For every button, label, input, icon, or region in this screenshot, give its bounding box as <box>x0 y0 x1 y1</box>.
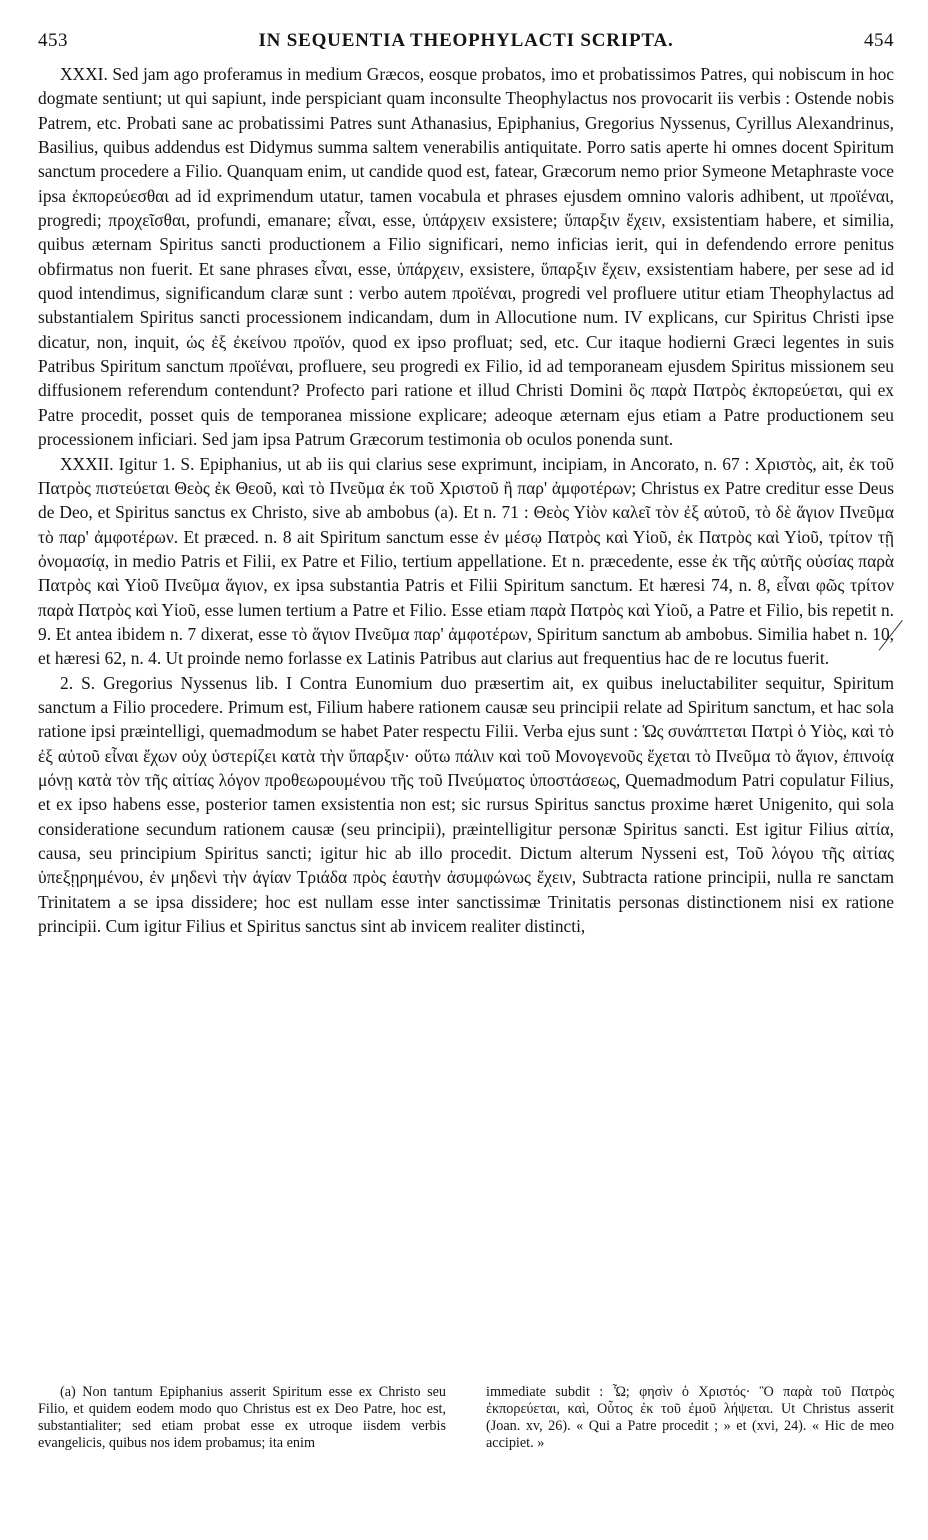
page-number-right: 454 <box>864 30 894 51</box>
running-title: IN SEQUENTIA THEOPHYLACTI SCRIPTA. <box>258 30 674 51</box>
paragraph-xxxi: XXXI. Sed jam ago proferamus in medium Græcos, eosque probatos, imo et probatissimos Patres, qui nobiscum in hoc dogmate sentiunt; ut qui sapiunt, inde perspiciant quam inconsulte Theophylactus nos provocarit iis verbis : Ostende nobis Patrem, etc. Probati sane ac probatissimi Patres sunt Athanasius, Epiphanius, Gregorius Nyssenus, Cyrillus Alexandrinus, Basilius, quibus addendus est Didymus summa saltem venerabilis antiquitate. Porro satis aperte hi omnes docent Spiritum sanctum procedere a Filio. Quanquam enim, ut candide quod est, fatear, Græcorum nemo prior Symeone Metaphraste voce ipsa ἐκπορεύεσθαι ad id exprimendum utatur, tamen vocabula et phrases ejusdem omnino valoris adhibent, ut προϊέναι, progredi; προχεῖσθαι, profundi, emanare; εἶναι, esse, ὑπάρχειν exsistere; ὕπαρξιν ἔχειν, exsistentiam habere, et similia, quibus æternam Spiritus sancti productionem a Filio significari, nemo inficias ierit, qui in defendendo errore penitus obfirmatus non fuerit. Et sane phrases εἶναι, esse, ὑπάρχειν, exsistere, ὕπαρξιν ἔχειν, exsistentiam habere, per sese ad id quod intendimus, significandum claræ sunt : verbo autem προϊέναι, progredi vel profluere utitur etiam Theophylactus ad substantialem Spiritus sancti processionem indicandam, dum in Allocutione num. IV explicans, cur Spiritus Christi ipse dicatur, non, inquit, ὡς ἐξ ἐκείνου προϊόν, quod ex ipso profluat; sed, etc. Cur itaque hodierni Græci legentes in suis Patribus Spiritum sanctum προϊέναι, profluere, seu progredi ex Filio, id ad temporaneam ejusdem Spiritus missionem seu diffusionem referendum contendunt? Profecto pari ratione et illud Christi Domini ὃς παρὰ Πατρὸς ἐκπορεύεται, qui ex Patre procedit, posset quis de temporanea missione explicare; adeoque æternam ejus etiam a Patre productionem seu processionem inficiari. Sed jam ipsa Patrum Græcorum testimonia ob oculos ponenda sunt. <box>38 64 895 450</box>
paragraph-xxxii: XXXII. Igitur 1. S. Epiphanius, ut ab iis qui clarius sese exprimunt, incipiam, in Ancorato, n. 67 : Χριστὸς, ait, ἐκ τοῦ Πατρὸς πιστεύεται Θεὸς ἐκ Θεοῦ, καὶ τὸ Πνεῦμα ἐκ τοῦ Χριστοῦ ἢ παρ' ἀμφοτέρων; Christus ex Patre creditur esse Deus de Deo, et Spiritus sanctus ex Christo, sive ab ambobus (a). Et n. 71 : Θεὸς Υἱὸν καλεῖ τὸν ἐξ αὐτοῦ, τὸ δὲ ἅγιον Πνεῦμα τὸ παρ' ἀμφοτέρων. Et præced. n. 8 ait Spiritum sanctum esse ἐν μέσῳ Πατρὸς καὶ Υἱοῦ, ἐκ Πατρὸς καὶ Υἱοῦ, τρίτον τῇ ὀνομασίᾳ, in medio Patris et Filii, ex Patre et Filio, tertium appellatione. Et n. præcedente, esse ἐκ τῆς αὐτῆς οὐσίας παρὰ Πατρὸς καὶ Υἱοῦ Πνεῦμα ἅγιον, ex ipsa substantia Patris et Filii Spiritum sanctum. Et hæresi 74, n. 8, εἶναι φῶς τρίτον παρὰ Πατρὸς καὶ Υἱοῦ, esse lumen tertium a Patre et Filio. Esse etiam παρὰ Πατρὸς καὶ Υἱοῦ, a Patre et Filio, bis repetit n. 9. Et antea ibidem n. 7 dixerat, esse τὸ ἅγιον Πνεῦμα παρ' ἀμφοτέρων, Spiritum sanctum ab ambobus. Similia habet n. 10, et hæresi 62, n. 4. Ut proinde nemo forlasse ex Latinis Patribus aut clarius aut frequentius hac de re locutus fuerit. <box>38 453 894 669</box>
paragraph-2: 2. S. Gregorius Nyssenus lib. I Contra Eunomium duo præsertim ait, ex quibus ineluctabiliter sequitur, Spiritum sanctum a Filio procedere. Primum est, Filium habere rationem causæ seu principii relate ad Spiritum sanctum, et hac sola ratione ipsi præintelligi, quemadmodum se habet Pater respectu Filii. Verba ejus sunt : Ὡς συνάπτεται Πατρὶ ὁ Υἱὸς, καὶ τὸ ἐξ αὐτοῦ εἶναι ἔχων οὐχ ὑστερίζει κατὰ τὴν ὕπαρξιν· οὕτω πάλιν καὶ τοῦ Μονογενοῦς ἔχεται τὸ Πνεῦμα τὸ ἅγιον, ἐπινοίᾳ μόνῃ κατὰ τὸν τῆς αἰτίας λόγον προθεωρουμένου τῆς τοῦ Πνεύματος ὑποστάσεως, Quemadmodum Patri copulatur Filius, et ex ipso habens esse, posterior tamen exsistentia non est; sic rursus Spiritus sanctus proxime hæret Unigenito, qui sola consideratione secundum rationem causæ (seu principii), præintelligitur personæ Spiritus sancti. Est igitur Filius αἰτία, causa, seu principium Spiritus sancti; igitur hic ab illo procedit. Dictum alterum Nysseni est, Τοῦ λόγου τῆς αἰτίας ὑπεξῃρημένου, ἐν μηδενὶ τὴν ἁγίαν Τριάδα πρὸς ἑαυτὴν ἀσυμφώνως ἔχειν, Subtracta ratione principii, nulla re sanctam Trinitatem a se ipsa dissidere; hoc est nullam esse inter sanctissimæ Trinitatis personas distinctionem nisi ex ratione principii. Cum igitur Filius et Spiritus sanctus sint ab invicem realiter distincti, <box>38 672 894 937</box>
footnotes <box>38 1384 894 1452</box>
footnote-a: (a) Non tantum Epiphanius asserit Spiritum esse ex Christo seu Filio, et quidem eodem modo quo Christus est ex Deo Patre, hoc est, substantialiter; sed etiam probat esse ex utroque iisdem verbis evangelicis, quibus nos idem probamus; ita enim <box>38 1384 446 1451</box>
running-header <box>38 30 894 56</box>
page-number-left: 453 <box>38 30 68 51</box>
footnote-a-continued: immediate subdit : Ὦ; φησὶν ὁ Χριστός· Ὃ παρὰ τοῦ Πατρὸς ἐκπορεύεται, καὶ, Οὗτος ἐκ τοῦ ἐμοῦ λήψεται. Ut Christus asserit (Joan. xv, 26). « Qui a Patre procedit ; » et (xvi, 24). « Hic de meo accipiet. » <box>486 1384 894 1451</box>
main-text <box>38 62 894 938</box>
